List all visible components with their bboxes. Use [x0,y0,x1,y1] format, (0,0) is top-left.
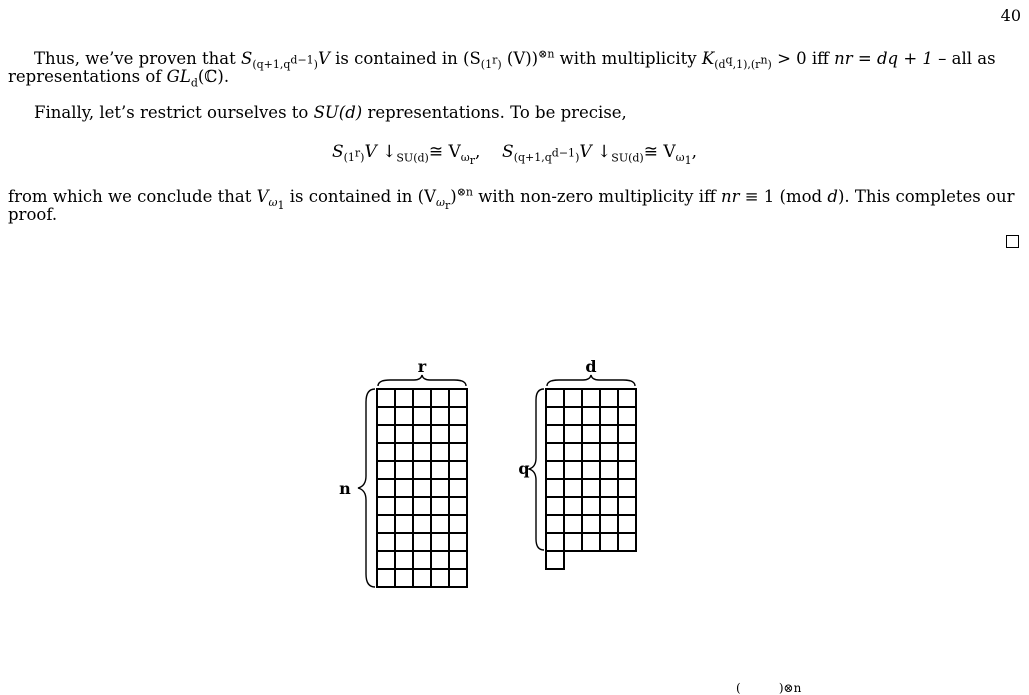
young-box [377,479,395,497]
text: ). This completes our proof. [8,187,1015,225]
young-box [413,533,431,551]
math: d−1 [551,146,576,160]
young-box [564,533,582,551]
young-box [546,389,564,407]
young-box [564,389,582,407]
young-box [395,497,413,515]
top-brace-r [378,375,466,386]
young-box [377,407,395,425]
young-box [564,443,582,461]
young-box [546,533,564,551]
math: (V [417,187,436,206]
young-box [395,443,413,461]
math: (1 [343,151,355,165]
label-q: q [518,459,530,478]
text: from which we conclude that [8,187,257,206]
young-box [377,515,395,533]
young-box [546,407,564,425]
math: SU(d) [611,151,644,165]
young-box [395,515,413,533]
young-box [377,569,395,587]
young-box [600,443,618,461]
young-box [449,479,467,497]
young-box [377,551,395,569]
young-box [431,407,449,425]
young-box [564,497,582,515]
math: ≡ 1 (mod [739,187,828,206]
young-box [600,515,618,533]
young-box [395,389,413,407]
math: , [691,142,698,162]
young-box [582,407,600,425]
math: ω [268,196,278,210]
young-box [413,425,431,443]
math: d−1 [290,53,314,67]
math: ) [313,58,318,72]
label-n: n [339,479,351,498]
young-box [600,407,618,425]
young-box [449,569,467,587]
math: GL [166,67,191,86]
young-box [546,443,564,461]
math: ) [360,151,365,165]
young-box [395,533,413,551]
young-box [546,515,564,533]
side-brace-n [358,389,375,587]
text: with multiplicity [554,49,702,68]
young-box [377,461,395,479]
math: nr = dq + 1 [834,49,933,68]
young-box [564,479,582,497]
young-box [431,515,449,533]
young-box [395,407,413,425]
young-box [582,443,600,461]
math: q [725,53,733,67]
math: d [827,187,838,206]
math: , [475,142,503,162]
young-diagram-right [546,389,636,569]
young-box [618,461,636,479]
young-box [600,425,618,443]
math: V [256,187,269,206]
young-box [377,389,395,407]
math: r [354,146,361,160]
young-box [564,515,582,533]
young-box [449,461,467,479]
young-box [618,479,636,497]
math: ,1),(r [732,58,761,72]
young-box [582,461,600,479]
text: is contained in [284,187,418,206]
young-box [413,569,431,587]
young-box [431,497,449,515]
math: ≅ V [428,142,461,162]
young-box [449,551,467,569]
young-box [618,425,636,443]
math: ω [675,151,685,165]
young-box [413,443,431,461]
young-box [395,479,413,497]
text: is contained in [329,49,464,68]
math: ⊗n [538,47,555,61]
young-box [564,425,582,443]
math: ≅ V [643,142,676,162]
young-box [600,461,618,479]
young-box [449,389,467,407]
math: S [241,49,253,68]
young-box [564,461,582,479]
young-box [377,533,395,551]
math: 1 [277,199,285,213]
young-box [546,425,564,443]
math: ⊗n [456,185,473,199]
young-box [618,515,636,533]
top-brace-d [547,375,635,386]
math: V ↓ [579,142,612,162]
young-box [395,461,413,479]
math: ) [767,58,772,72]
math: V ↓ [364,142,397,162]
young-box [395,569,413,587]
young-box [413,407,431,425]
math: (S [463,49,481,68]
math: (d [714,58,726,72]
young-box [413,479,431,497]
math: V [317,49,330,68]
math: n [760,53,768,67]
young-box [413,515,431,533]
young-box [431,389,449,407]
young-box [582,479,600,497]
young-box [377,497,395,515]
math: (q+1,q [252,58,291,72]
label-d: d [585,357,597,376]
young-box [395,551,413,569]
young-box [449,515,467,533]
young-box [546,461,564,479]
young-box [449,407,467,425]
math: (V)) [501,49,539,68]
text: Thus, we’ve proven that [34,49,241,68]
young-diagram-left [377,389,467,587]
bottom-cut-text: ( )⊗n [736,681,802,695]
young-box [600,533,618,551]
young-box [413,497,431,515]
young-box [618,497,636,515]
math: K [701,49,715,68]
young-box [431,443,449,461]
math: ) [450,187,457,206]
math: ω [436,196,445,210]
young-box [618,407,636,425]
young-box [431,479,449,497]
young-box [413,461,431,479]
young-box [395,425,413,443]
math: d [190,76,198,90]
text: – all as representations of [8,49,996,86]
young-box [582,533,600,551]
page-number: 40 [1000,6,1021,25]
math: r [492,53,498,67]
young-box [413,551,431,569]
math: nr [720,187,740,206]
label-r: r [417,357,427,376]
young-box [377,443,395,461]
math: ) [497,58,502,72]
text: Finally, let’s restrict ourselves to [34,103,314,122]
math: ) [575,151,580,165]
young-box [618,443,636,461]
young-box [413,389,431,407]
math: 1 [684,154,692,168]
young-box [564,407,582,425]
young-box [600,479,618,497]
young-box [618,533,636,551]
young-box [431,551,449,569]
young-box [582,425,600,443]
young-box [546,479,564,497]
text: with non-zero multiplicity iff [473,187,721,206]
young-box [618,389,636,407]
young-box [582,389,600,407]
young-box [431,533,449,551]
young-box [377,425,395,443]
young-box [546,497,564,515]
math: r [469,154,476,168]
young-box [431,569,449,587]
young-box-extra [546,551,564,569]
math: (ℂ). [197,67,230,86]
young-box [600,497,618,515]
young-box [449,533,467,551]
math: SU(d) [313,103,363,122]
math: SU(d) [396,151,429,165]
math: ω [460,151,470,165]
young-box [431,425,449,443]
text: > 0 iff [771,49,835,68]
young-box [582,515,600,533]
young-box [449,425,467,443]
text: representations. To be precise, [362,103,627,122]
young-box [449,497,467,515]
young-box [582,497,600,515]
math: S [331,142,344,162]
side-brace-q [529,389,544,550]
math: S [502,142,514,162]
young-box [449,443,467,461]
math: (q+1,q [513,151,552,165]
math: r [444,199,451,213]
math: (1 [480,58,493,72]
young-box [431,461,449,479]
young-box [600,389,618,407]
